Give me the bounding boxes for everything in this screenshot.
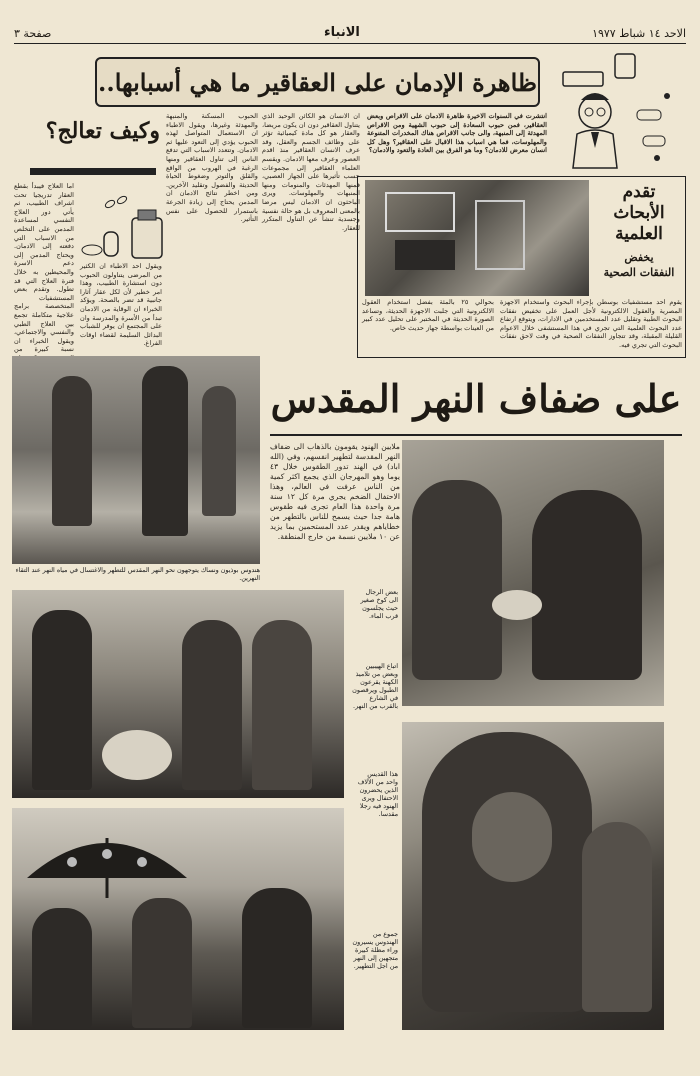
people-by-water-photo [402, 440, 664, 706]
issue-date: الاحد ١٤ شباط ١٩٧٧ [592, 27, 686, 40]
ganges-article-text: ملايين الهنود يقومون بالذهاب الى ضفاف النهر المقدسة لتطهير انفسهم، وفي (الله اباد) في الهند تدور الطقوس خلال ٤٣ يوما وهو المهرجان الذي يجمع اكثر كمية من الناس عرفت في العالم، وهذا الاحتفال الضخم يجري مرة كل ١٢ سنة مرة واحدة هذا العام تجرى فيه طقوس هامة جدا حيث يسمح للناس بالتطهر من خطاياهم ويقدر عدد المستحمين بما يزيد عن ١٠ ملايين نسمة من خارج المنطقة. [270, 442, 401, 541]
divider [270, 434, 682, 436]
drumming-crowd-photo [12, 590, 344, 798]
science-text: يقوم احد مستشفيات بوسطن بإجراء البحوث واستخدام الاجهزة المصرية والعقول الالكترونية لأجل العمل على تخفيض نفقات البحوث الطبية وتقليل عدد المستخدمين في الادارات، ويتوقع ارتفاع عدد البحوث العلمية التي تجري في هذا المستشفى خلال الاعوام القليلة المقبلة، وقد تتجاوز النفقات الصحية في وقت لاحق نفقات البحوث التي تجري فيه. [500, 298, 682, 349]
pills-illustration-icon [80, 192, 170, 262]
drug-article-column: ويقول احد الاطباء ان الكثير من المرضى يتناولون الحبوب دون استشارة الطبيب، وهذا امر خطير لأن لكل عقار آثارا جانبية قد تضر بالصحة. ويؤكد الخبراء ان الوقاية من الادمان تبدأ من الأسرة والمدرسة وان على المجتمع ان يوفر للشباب البدائل السليمة لقضاء اوقات الفراغ. [80, 262, 162, 348]
science-subtitle: يخفض النفقات الصحية [603, 251, 675, 279]
drug-article-intro: انتشرت في السنوات الاخيرة ظاهرة الادمان على الاقراص وبعض العقاقير، فمن حبوب السعادة إلى حبوب الشهية ومن الاقراص المهدئة إلى المنبهة، والى جانب الاقراص هناك المخدرات المتنوعة والمهلوسات، فما هي اسباب هذا الاقبال على العقاقير؟ وهل كل انسان معرض للادمان؟ وما هو الفرق بين العادة والتعود والادمان؟ [367, 112, 547, 155]
photo-caption: بعض الرجال الى كوخ صغير حيث يجلسون قرب الماء. [360, 588, 398, 620]
drug-article-column: ان الانسان هو الكائن الوحيد الذي يتناول العقاقير دون ان يكون مريضا، والعقار هو كل مادة كيميائية تؤثر على وظائف الجسم والعقل، وقد عرف الانسان العقاقير منذ اقدم العصور وعرف معها الادمان. ويقسم العلماء العقاقير إلى مجموعات حسب تأثيرها على الجهاز العصبي، فمنها المهدئات والمنومات ومنها المنبهات والمهلوسات. ويرى الباحثون ان الادمان ليس مرضا بالمعنى المعروف بل هو حالة نفسية وجسدية تنشأ عن التناول المتكرر للعقار. [262, 112, 360, 232]
photo-caption: جموع من الهندوس يسيرون وراء مظلة كبيرة متجهين إلى النهر من اجل التطهير. [352, 930, 398, 970]
photo-caption: هندوس بوذيون ونساك يتوجهون نحو النهر المقدس للتطهر والاغتسال في مياه النهر عند التقاء النهرين. [15, 566, 260, 582]
drug-headline-banner [95, 57, 540, 107]
page-header [14, 24, 686, 44]
pilgrims-walking-photo [12, 356, 260, 564]
photo-caption: اتباع الهيبيين وبعض من تلاميذ الكهنة يقرعون الطبول ويرقصون في الشارع بالقرب من النهر. [352, 662, 398, 710]
ceremonial-umbrella-icon [22, 818, 192, 898]
divider [30, 168, 156, 175]
drug-article-column: الحبوب المسكنة والمنبهة والمهدئة وغيرها، ويقول الاطباء ان الاستعمال المتواصل لهذه الحبوب يؤدي إلى التعود عليها ثم الادمان. وتتعدد الاسباب التي تدفع الناس إلى تناول العقاقير ومنها الرغبة في الهروب من الواقع والقلق والتوتر وضغوط الحياة الحديثة والفضول وتقليد الآخرين. ومن اخطر نتائج الادمان ان المدمن يحتاج إلى زيادة الجرعة باستمرار للحصول على نفس التأثير. [166, 112, 258, 224]
newspaper-name: الانباء [324, 25, 360, 40]
ganges-headline: على ضفاف النهر المقدس [270, 375, 682, 421]
photo-caption: هذا القديس واحد من الآلاف الذين يحضرون الاحتفال ويرى الهنود فيه رجلا مقدسا. [357, 770, 398, 818]
drug-headline: ظاهرة الإدمان على العقاقير ما هي أسبابها.. [97, 67, 538, 97]
cartoon-doctor-icon [555, 50, 685, 170]
treatment-text: اما العلاج فيبدأ بقطع العقار تدريجيا تحت اشراف الطبيب، ثم يأتي دور العلاج النفسي لمساعدة المدمن على التخلص من الاسباب التي دفعته إلى الادمان. ويحتاج المدمن إلى دعم الاسرة والمحيطين به خلال فترة العلاج التي قد تطول. وتقدم بعض المستشفيات المتخصصة برامج علاجية متكاملة تجمع بين العلاج الطبي والنفسي والاجتماعي، ويقول الخبراء ان نسبة كبيرة من [14, 182, 74, 354]
treatment-title: وكيف تعالج؟ [45, 118, 160, 144]
science-text: بحوالي ٢٥ بالمئة بفضل استخدام العقول الالكترونية التي جلبت الاجهزة الحديثة، وتساعد الصورة الحديثة في المختبر على تحليل عدد كبير من العينات بواسطة جهاز حديث خاص. [362, 298, 494, 332]
umbrella-procession-photo [12, 808, 344, 1030]
lab-equipment-photo [365, 180, 589, 296]
holy-man-portrait-photo [402, 722, 664, 1030]
science-title: تقدم الأبحاث العلمية [613, 182, 665, 244]
page-number: صفحة ٣ [14, 27, 52, 40]
